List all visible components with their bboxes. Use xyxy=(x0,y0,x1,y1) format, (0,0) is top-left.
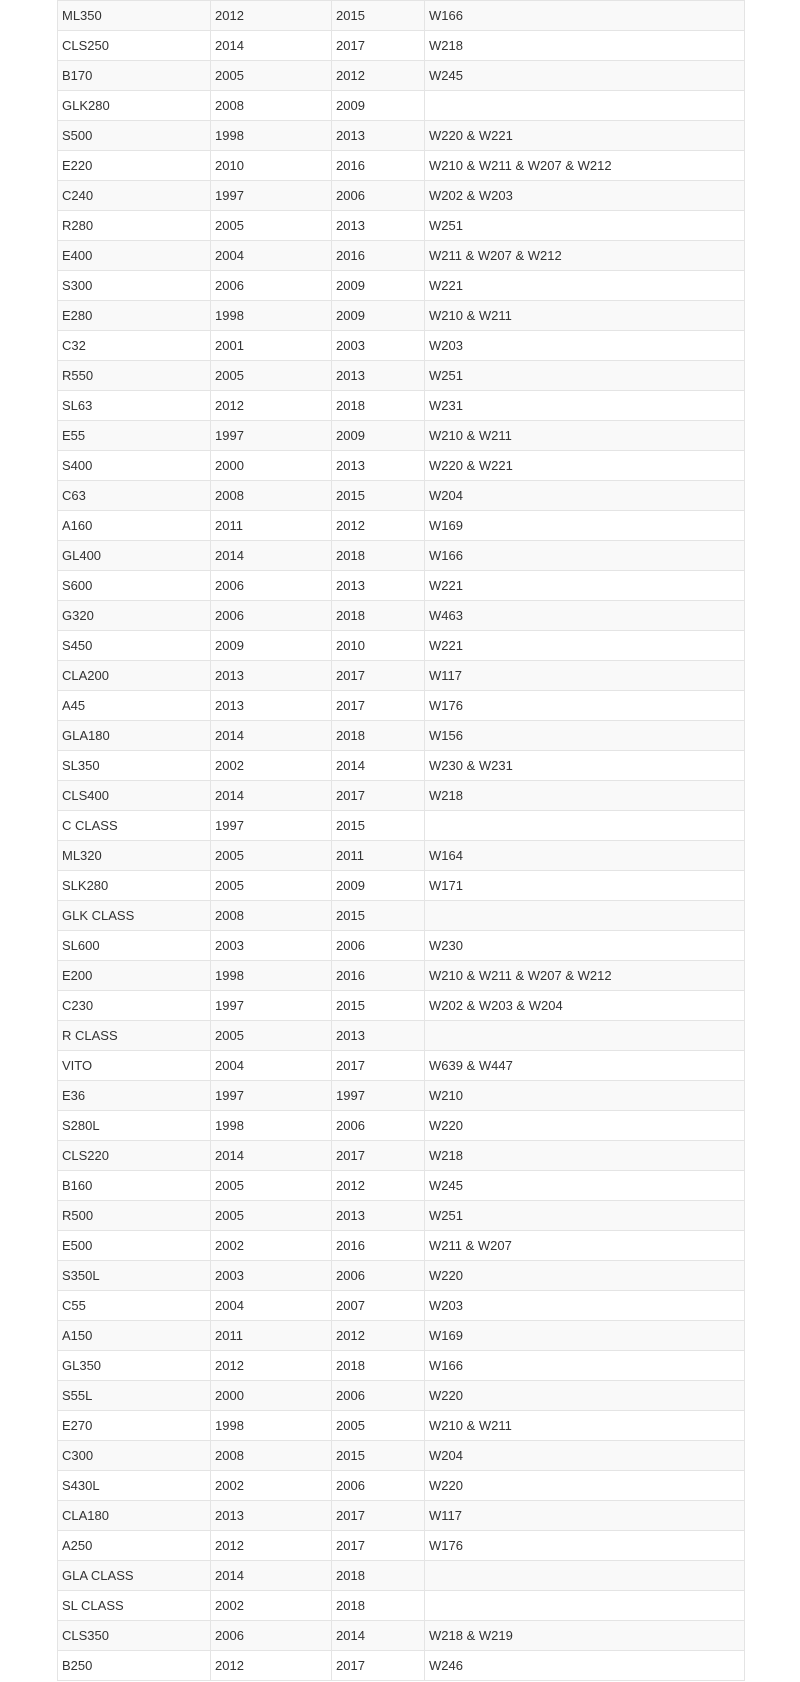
table-body xyxy=(58,1,745,1681)
chassis-code-cell: W220 xyxy=(425,1111,745,1141)
table-row xyxy=(58,391,745,421)
start-year-cell: 2005 xyxy=(211,1201,332,1231)
table-row xyxy=(58,271,745,301)
model-cell: CLS220 xyxy=(58,1141,211,1171)
chassis-code-cell: W210 & W211 xyxy=(425,421,745,451)
table-row xyxy=(58,811,745,841)
model-cell: B160 xyxy=(58,1171,211,1201)
end-year-cell: 2012 xyxy=(332,1171,425,1201)
table-row xyxy=(58,301,745,331)
table-row xyxy=(58,481,745,511)
end-year-cell: 2011 xyxy=(332,841,425,871)
end-year-cell: 2013 xyxy=(332,121,425,151)
chassis-code-cell: W218 xyxy=(425,1141,745,1171)
chassis-code-cell: W230 xyxy=(425,931,745,961)
table-row xyxy=(58,931,745,961)
end-year-cell: 2006 xyxy=(332,1261,425,1291)
chassis-code-cell: W169 xyxy=(425,511,745,541)
table-row xyxy=(58,721,745,751)
table-row xyxy=(58,121,745,151)
chassis-code-cell: W218 xyxy=(425,781,745,811)
end-year-cell: 2018 xyxy=(332,1561,425,1591)
table-row xyxy=(58,751,745,781)
model-cell: R500 xyxy=(58,1201,211,1231)
model-cell: CLA200 xyxy=(58,661,211,691)
model-cell: E280 xyxy=(58,301,211,331)
table-row xyxy=(58,661,745,691)
start-year-cell: 2000 xyxy=(211,1381,332,1411)
chassis-code-cell: W204 xyxy=(425,481,745,511)
model-cell: CLS400 xyxy=(58,781,211,811)
chassis-code-cell: W203 xyxy=(425,1291,745,1321)
chassis-code-cell: W210 & W211 xyxy=(425,301,745,331)
start-year-cell: 2004 xyxy=(211,1051,332,1081)
chassis-code-cell: W221 xyxy=(425,631,745,661)
chassis-code-cell: W231 xyxy=(425,391,745,421)
start-year-cell: 2013 xyxy=(211,661,332,691)
end-year-cell: 2018 xyxy=(332,721,425,751)
model-cell: C32 xyxy=(58,331,211,361)
chassis-code-cell: W220 & W221 xyxy=(425,121,745,151)
end-year-cell: 2018 xyxy=(332,541,425,571)
end-year-cell: 2017 xyxy=(332,1501,425,1531)
chassis-code-cell: W221 xyxy=(425,571,745,601)
table-row xyxy=(58,1231,745,1261)
start-year-cell: 2013 xyxy=(211,1501,332,1531)
start-year-cell: 1998 xyxy=(211,1111,332,1141)
start-year-cell: 2012 xyxy=(211,391,332,421)
chassis-code-cell: W204 xyxy=(425,1441,745,1471)
start-year-cell: 2013 xyxy=(211,691,332,721)
chassis-code-cell: W251 xyxy=(425,1201,745,1231)
chassis-code-cell: W210 & W211 & W207 & W212 xyxy=(425,151,745,181)
model-cell: GL350 xyxy=(58,1351,211,1381)
end-year-cell: 2013 xyxy=(332,1021,425,1051)
table-row xyxy=(58,211,745,241)
table-row xyxy=(58,1351,745,1381)
start-year-cell: 2008 xyxy=(211,1441,332,1471)
model-cell: E36 xyxy=(58,1081,211,1111)
table-row xyxy=(58,1411,745,1441)
start-year-cell: 2014 xyxy=(211,781,332,811)
start-year-cell: 2005 xyxy=(211,211,332,241)
end-year-cell: 2013 xyxy=(332,211,425,241)
end-year-cell: 2016 xyxy=(332,151,425,181)
chassis-code-cell: W176 xyxy=(425,691,745,721)
start-year-cell: 2010 xyxy=(211,151,332,181)
model-cell: C63 xyxy=(58,481,211,511)
end-year-cell: 2006 xyxy=(332,1471,425,1501)
model-cell: SL350 xyxy=(58,751,211,781)
start-year-cell: 2014 xyxy=(211,1141,332,1171)
end-year-cell: 2017 xyxy=(332,691,425,721)
start-year-cell: 2006 xyxy=(211,271,332,301)
end-year-cell: 2015 xyxy=(332,811,425,841)
end-year-cell: 2018 xyxy=(332,601,425,631)
model-cell: VITO xyxy=(58,1051,211,1081)
vehicle-compatibility-table xyxy=(57,0,745,1681)
chassis-code-cell: W230 & W231 xyxy=(425,751,745,781)
chassis-code-cell: W245 xyxy=(425,1171,745,1201)
model-cell: G320 xyxy=(58,601,211,631)
end-year-cell: 2013 xyxy=(332,361,425,391)
chassis-code-cell: W211 & W207 & W212 xyxy=(425,241,745,271)
table-row xyxy=(58,151,745,181)
table-row xyxy=(58,1381,745,1411)
model-cell: C CLASS xyxy=(58,811,211,841)
table-row xyxy=(58,871,745,901)
table-row xyxy=(58,541,745,571)
end-year-cell: 2018 xyxy=(332,1351,425,1381)
table-row xyxy=(58,1081,745,1111)
end-year-cell: 2009 xyxy=(332,301,425,331)
end-year-cell: 2017 xyxy=(332,31,425,61)
start-year-cell: 2006 xyxy=(211,601,332,631)
end-year-cell: 2015 xyxy=(332,901,425,931)
start-year-cell: 2000 xyxy=(211,451,332,481)
table-row xyxy=(58,181,745,211)
model-cell: C230 xyxy=(58,991,211,1021)
table-row xyxy=(58,781,745,811)
chassis-code-cell: W220 xyxy=(425,1381,745,1411)
end-year-cell: 2016 xyxy=(332,241,425,271)
end-year-cell: 2018 xyxy=(332,1591,425,1621)
table-row xyxy=(58,1201,745,1231)
start-year-cell: 2006 xyxy=(211,1621,332,1651)
end-year-cell: 2012 xyxy=(332,511,425,541)
end-year-cell: 2003 xyxy=(332,331,425,361)
start-year-cell: 1998 xyxy=(211,121,332,151)
table-row xyxy=(58,1021,745,1051)
start-year-cell: 2014 xyxy=(211,31,332,61)
table-row xyxy=(58,1471,745,1501)
model-cell: E200 xyxy=(58,961,211,991)
chassis-code-cell: W251 xyxy=(425,361,745,391)
table-row xyxy=(58,1111,745,1141)
table-row xyxy=(58,241,745,271)
end-year-cell: 2017 xyxy=(332,661,425,691)
end-year-cell: 2015 xyxy=(332,481,425,511)
table-row xyxy=(58,31,745,61)
start-year-cell: 2002 xyxy=(211,1231,332,1261)
end-year-cell: 2017 xyxy=(332,1651,425,1681)
end-year-cell: 1997 xyxy=(332,1081,425,1111)
chassis-code-cell: W203 xyxy=(425,331,745,361)
table-row xyxy=(58,1141,745,1171)
start-year-cell: 2008 xyxy=(211,91,332,121)
model-cell: S500 xyxy=(58,121,211,151)
table-row xyxy=(58,1531,745,1561)
end-year-cell: 2009 xyxy=(332,91,425,121)
start-year-cell: 2003 xyxy=(211,931,332,961)
model-cell: CLA180 xyxy=(58,1501,211,1531)
model-cell: ML350 xyxy=(58,1,211,31)
start-year-cell: 2008 xyxy=(211,901,332,931)
start-year-cell: 2014 xyxy=(211,721,332,751)
table-row xyxy=(58,451,745,481)
end-year-cell: 2009 xyxy=(332,271,425,301)
table-row xyxy=(58,1051,745,1081)
model-cell: S430L xyxy=(58,1471,211,1501)
start-year-cell: 2003 xyxy=(211,1261,332,1291)
model-cell: GLK CLASS xyxy=(58,901,211,931)
start-year-cell: 2014 xyxy=(211,541,332,571)
chassis-code-cell: W169 xyxy=(425,1321,745,1351)
table-row xyxy=(58,1651,745,1681)
chassis-code-cell: W164 xyxy=(425,841,745,871)
model-cell: R550 xyxy=(58,361,211,391)
end-year-cell: 2014 xyxy=(332,1621,425,1651)
table-row xyxy=(58,511,745,541)
table-row xyxy=(58,841,745,871)
table-row xyxy=(58,361,745,391)
chassis-code-cell: W156 xyxy=(425,721,745,751)
table-row xyxy=(58,91,745,121)
start-year-cell: 2005 xyxy=(211,841,332,871)
table-row xyxy=(58,1591,745,1621)
chassis-code-cell: W251 xyxy=(425,211,745,241)
table-row xyxy=(58,991,745,1021)
model-cell: C55 xyxy=(58,1291,211,1321)
end-year-cell: 2006 xyxy=(332,1111,425,1141)
chassis-code-cell: W202 & W203 & W204 xyxy=(425,991,745,1021)
table-row xyxy=(58,331,745,361)
chassis-code-cell xyxy=(425,811,745,841)
end-year-cell: 2015 xyxy=(332,991,425,1021)
start-year-cell: 1997 xyxy=(211,991,332,1021)
chassis-code-cell: W218 xyxy=(425,31,745,61)
table-row xyxy=(58,601,745,631)
model-cell: GLA180 xyxy=(58,721,211,751)
end-year-cell: 2006 xyxy=(332,181,425,211)
chassis-code-cell: W463 xyxy=(425,601,745,631)
chassis-code-cell: W202 & W203 xyxy=(425,181,745,211)
end-year-cell: 2015 xyxy=(332,1441,425,1471)
table-row xyxy=(58,61,745,91)
model-cell: E400 xyxy=(58,241,211,271)
chassis-code-cell: W220 xyxy=(425,1261,745,1291)
chassis-code-cell: W210 & W211 xyxy=(425,1411,745,1441)
end-year-cell: 2005 xyxy=(332,1411,425,1441)
start-year-cell: 1997 xyxy=(211,421,332,451)
chassis-code-cell: W171 xyxy=(425,871,745,901)
model-cell: S55L xyxy=(58,1381,211,1411)
model-cell: SL63 xyxy=(58,391,211,421)
table-row xyxy=(58,421,745,451)
start-year-cell: 2002 xyxy=(211,1471,332,1501)
model-cell: C300 xyxy=(58,1441,211,1471)
model-cell: S400 xyxy=(58,451,211,481)
start-year-cell: 1997 xyxy=(211,811,332,841)
model-cell: S280L xyxy=(58,1111,211,1141)
chassis-code-cell: W218 & W219 xyxy=(425,1621,745,1651)
chassis-code-cell xyxy=(425,901,745,931)
chassis-code-cell: W166 xyxy=(425,1351,745,1381)
end-year-cell: 2007 xyxy=(332,1291,425,1321)
start-year-cell: 2008 xyxy=(211,481,332,511)
model-cell: A160 xyxy=(58,511,211,541)
vehicle-compatibility-table-container xyxy=(57,0,744,1681)
start-year-cell: 2012 xyxy=(211,1651,332,1681)
model-cell: E500 xyxy=(58,1231,211,1261)
table-row xyxy=(58,1561,745,1591)
start-year-cell: 2005 xyxy=(211,871,332,901)
model-cell: SL CLASS xyxy=(58,1591,211,1621)
end-year-cell: 2013 xyxy=(332,1201,425,1231)
end-year-cell: 2006 xyxy=(332,931,425,961)
start-year-cell: 2012 xyxy=(211,1,332,31)
chassis-code-cell: W176 xyxy=(425,1531,745,1561)
model-cell: GL400 xyxy=(58,541,211,571)
start-year-cell: 2005 xyxy=(211,61,332,91)
chassis-code-cell: W210 xyxy=(425,1081,745,1111)
start-year-cell: 2002 xyxy=(211,1591,332,1621)
start-year-cell: 1997 xyxy=(211,181,332,211)
start-year-cell: 2006 xyxy=(211,571,332,601)
model-cell: GLA CLASS xyxy=(58,1561,211,1591)
chassis-code-cell: W221 xyxy=(425,271,745,301)
table-row xyxy=(58,1,745,31)
model-cell: SL600 xyxy=(58,931,211,961)
table-row xyxy=(58,631,745,661)
chassis-code-cell: W220 & W221 xyxy=(425,451,745,481)
start-year-cell: 1998 xyxy=(211,301,332,331)
start-year-cell: 2005 xyxy=(211,361,332,391)
start-year-cell: 2005 xyxy=(211,1021,332,1051)
model-cell: B170 xyxy=(58,61,211,91)
model-cell: R280 xyxy=(58,211,211,241)
start-year-cell: 2014 xyxy=(211,1561,332,1591)
start-year-cell: 2004 xyxy=(211,241,332,271)
chassis-code-cell: W117 xyxy=(425,1501,745,1531)
end-year-cell: 2016 xyxy=(332,1231,425,1261)
model-cell: E55 xyxy=(58,421,211,451)
start-year-cell: 2002 xyxy=(211,751,332,781)
end-year-cell: 2010 xyxy=(332,631,425,661)
model-cell: E220 xyxy=(58,151,211,181)
chassis-code-cell: W166 xyxy=(425,1,745,31)
table-row xyxy=(58,1321,745,1351)
model-cell: S300 xyxy=(58,271,211,301)
model-cell: ML320 xyxy=(58,841,211,871)
start-year-cell: 2011 xyxy=(211,1321,332,1351)
end-year-cell: 2017 xyxy=(332,781,425,811)
model-cell: SLK280 xyxy=(58,871,211,901)
chassis-code-cell: W117 xyxy=(425,661,745,691)
table-row xyxy=(58,1261,745,1291)
end-year-cell: 2012 xyxy=(332,61,425,91)
start-year-cell: 2012 xyxy=(211,1351,332,1381)
model-cell: A250 xyxy=(58,1531,211,1561)
start-year-cell: 1998 xyxy=(211,1411,332,1441)
start-year-cell: 2005 xyxy=(211,1171,332,1201)
table-row xyxy=(58,961,745,991)
end-year-cell: 2012 xyxy=(332,1321,425,1351)
model-cell: E270 xyxy=(58,1411,211,1441)
table-row xyxy=(58,571,745,601)
end-year-cell: 2017 xyxy=(332,1141,425,1171)
chassis-code-cell: W245 xyxy=(425,61,745,91)
chassis-code-cell xyxy=(425,91,745,121)
model-cell: A150 xyxy=(58,1321,211,1351)
model-cell: S600 xyxy=(58,571,211,601)
chassis-code-cell xyxy=(425,1021,745,1051)
chassis-code-cell xyxy=(425,1591,745,1621)
model-cell: A45 xyxy=(58,691,211,721)
model-cell: CLS350 xyxy=(58,1621,211,1651)
table-row xyxy=(58,1171,745,1201)
table-row xyxy=(58,1501,745,1531)
chassis-code-cell: W166 xyxy=(425,541,745,571)
end-year-cell: 2016 xyxy=(332,961,425,991)
model-cell: CLS250 xyxy=(58,31,211,61)
chassis-code-cell xyxy=(425,1561,745,1591)
table-row xyxy=(58,1291,745,1321)
end-year-cell: 2014 xyxy=(332,751,425,781)
model-cell: R CLASS xyxy=(58,1021,211,1051)
start-year-cell: 2011 xyxy=(211,511,332,541)
start-year-cell: 2001 xyxy=(211,331,332,361)
model-cell: GLK280 xyxy=(58,91,211,121)
end-year-cell: 2009 xyxy=(332,421,425,451)
chassis-code-cell: W211 & W207 xyxy=(425,1231,745,1261)
table-row xyxy=(58,1441,745,1471)
chassis-code-cell: W220 xyxy=(425,1471,745,1501)
chassis-code-cell: W246 xyxy=(425,1651,745,1681)
end-year-cell: 2013 xyxy=(332,451,425,481)
end-year-cell: 2015 xyxy=(332,1,425,31)
end-year-cell: 2013 xyxy=(332,571,425,601)
chassis-code-cell: W210 & W211 & W207 & W212 xyxy=(425,961,745,991)
model-cell: S350L xyxy=(58,1261,211,1291)
model-cell: B250 xyxy=(58,1651,211,1681)
table-row xyxy=(58,1621,745,1651)
table-row xyxy=(58,691,745,721)
model-cell: S450 xyxy=(58,631,211,661)
end-year-cell: 2009 xyxy=(332,871,425,901)
end-year-cell: 2006 xyxy=(332,1381,425,1411)
start-year-cell: 2012 xyxy=(211,1531,332,1561)
table-row xyxy=(58,901,745,931)
end-year-cell: 2017 xyxy=(332,1051,425,1081)
start-year-cell: 2004 xyxy=(211,1291,332,1321)
model-cell: C240 xyxy=(58,181,211,211)
chassis-code-cell: W639 & W447 xyxy=(425,1051,745,1081)
start-year-cell: 1997 xyxy=(211,1081,332,1111)
start-year-cell: 2009 xyxy=(211,631,332,661)
start-year-cell: 1998 xyxy=(211,961,332,991)
end-year-cell: 2017 xyxy=(332,1531,425,1561)
end-year-cell: 2018 xyxy=(332,391,425,421)
